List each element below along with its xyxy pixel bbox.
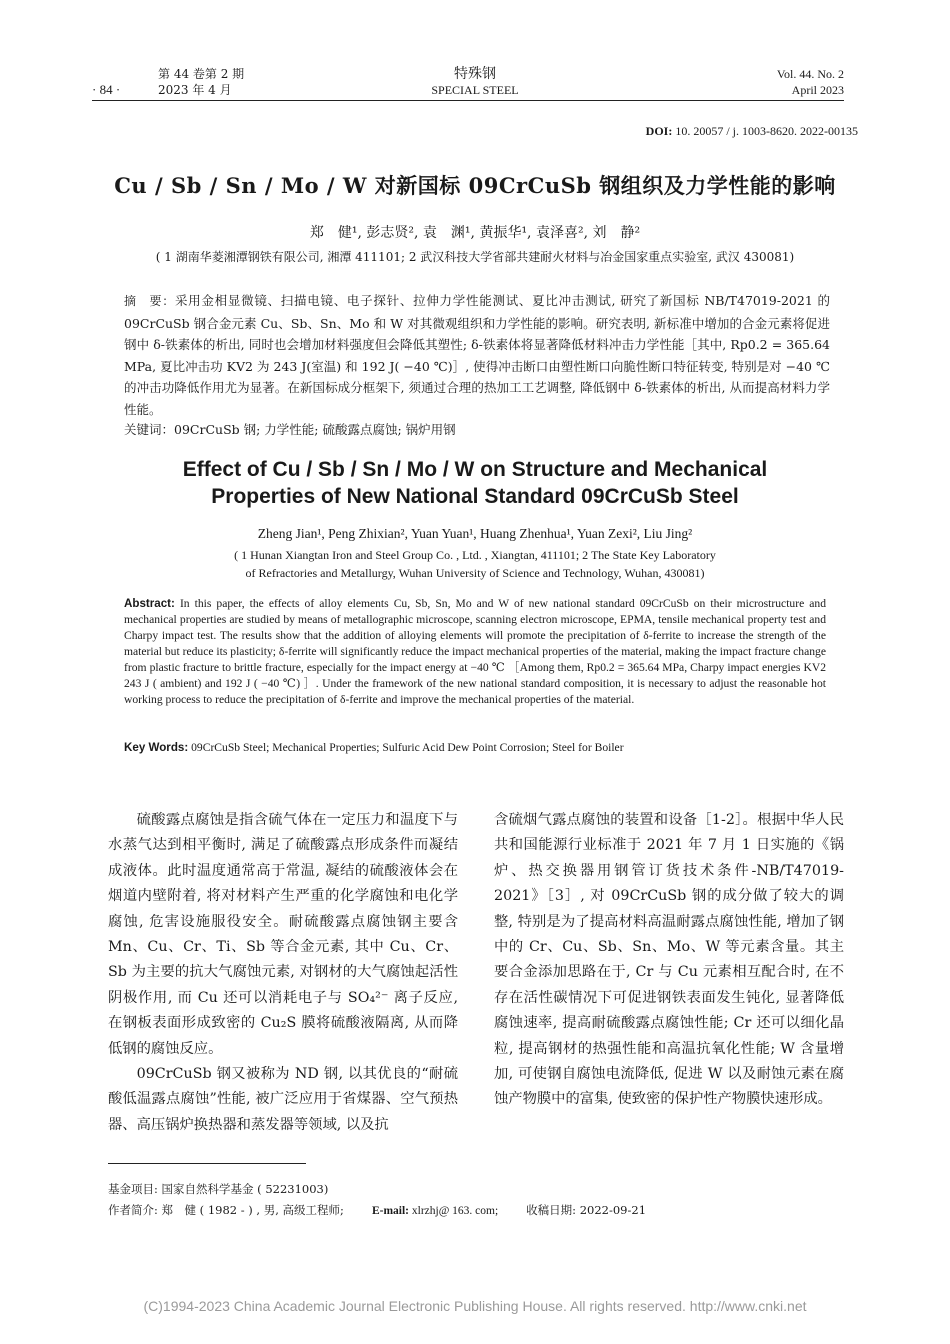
body-paragraph: 09CrCuSb 钢又被称为 ND 钢, 以其优良的“耐硫酸低温露点腐蚀”性能, 被广泛应用于省煤器、空气预热器、高压锅炉换热器和蒸发器等领域, 以及抗: [108, 1066, 458, 1133]
date-en: April 2023: [791, 83, 844, 97]
received-date: 收稿日期: 2022-09-21: [526, 1203, 647, 1217]
authors-en: Zheng Jian¹, Peng Zhixian², Yuan Yuan¹, Huang Zhenhua¹, Yuan Zexi², Liu Jing²: [257, 526, 693, 541]
header-divider: [92, 100, 844, 101]
affiliation-en-line2: of Refractories and Metallurgy, Wuhan University of Science and Technology, Wuhan, 430081): [245, 566, 705, 580]
author-bio: 作者简介: 郑 健 ( 1982 - ) , 男, 高级工程师;: [108, 1203, 344, 1217]
paper-title-en-line2: Properties of New National Standard 09CrCuSb Steel: [211, 485, 739, 508]
abstract-cn: [124, 290, 830, 420]
keywords-cn-text: 09CrCuSb 钢; 力学性能; 硫酸露点腐蚀; 锅炉用钢: [174, 422, 456, 437]
body-column-left: [108, 808, 458, 1138]
doi: [646, 124, 858, 139]
volume-en: Vol. 44. No. 2: [776, 67, 844, 81]
footnote-fund: 基金项目: 国家自然科学基金 ( 52231003): [108, 1182, 329, 1196]
volume-cn: 第 44 卷第 2 期: [158, 67, 245, 81]
email-address: xlrzhj@ 163. com;: [409, 1205, 499, 1217]
date-cn: 2023 年 4 月: [158, 83, 232, 97]
affiliation-en-line1: ( 1 Hunan Xiangtan Iron and Steel Group Co. , Ltd. , Xiangtan, 411101; 2 The State Key Laboratory: [234, 548, 716, 562]
abstract-en-text: In this paper, the effects of alloy elements Cu, Sb, Sn, Mo and W of new national standard 09CrCuSb on their microstructure and mechanical properties are studied by means of metallographic microscope, scanning electron microscope, EPMA, tensile mechanical property test and Charpy impact test. The results show that the addition of alloying elements will promote the precipitation of δ-ferrite to increase the strength of the material but reduce its plasticity; δ-ferrite will significantly reduce the impact mechanical properties of the material, making the impact fracture change from plastic fracture to brittle fracture, especially for the impact energy at −40 ℃ ［Among them, Rp0.2 = 365.64 MPa, Charpy impact energies KV2 243 J ( ambient) and 192 J ( −40 ℃) ］. Under the framework of the new national standard composition, it is necessary to adjust the reasonable hot working process to reduce the precipitation of δ-ferrite and improve the mechanical properties of the material.: [124, 597, 826, 706]
keywords-en: [124, 741, 826, 754]
body-paragraph: 含硫烟气露点腐蚀的装置和设备［1-2］。根据中华人民共和国能源行业标准于 2021 年 7 月 1 日实施的《锅炉、热交换器用钢管订货技术条件-NB/T47019-2021》［3］, 对 09CrCuSb 钢的成分做了较大的调整, 特别是为了提高材料高温耐露点腐蚀性能, 增加了钢中的 Cr、Cu、Sb、Sn、Mo、W 等元素含量。其主要合金添加思路在于, Cr 与 Cu 元素相互配合时, 在不存在活性碳情况下可促进钢铁表面发生钝化, 显著降低腐蚀速率, 提高耐硫酸露点腐蚀性能; Cr 还可以细化晶粒, 提高钢材的热强性能和高温抗氧化性能; W 含量增加, 可使钢自腐蚀电流降低, 促进 W 以及耐蚀元素在腐蚀产物膜中的富集, 使致密的保护性产物膜快速形成。: [494, 812, 844, 1108]
keywords-en-label: Key Words:: [124, 741, 189, 754]
paper-title-cn: Cu / Sb / Sn / Mo / W 对新国标 09CrCuSb 钢组织及力学性能的影响: [114, 173, 836, 198]
keywords-cn-label: 关键词：: [124, 422, 175, 437]
page-number: · 84 ·: [92, 82, 121, 97]
paper-title-en-line1: Effect of Cu / Sb / Sn / Mo / W on Structure and Mechanical: [182, 458, 768, 481]
abstract-cn-text: 采用金相显微镜、扫描电镜、电子探针、拉伸力学性能测试、夏比冲击测试, 研究了新国标 NB/T47019-2021 的 09CrCuSb 钢合金元素 Cu、Sb、Sn、Mo 和 W 对其微观组织和力学性能的影响。研究表明, 新标准中增加的合金元素将促进钢中 δ-铁素体的析出, 同时也会增加材料强度但会降低其塑性; δ-铁素体将显著降低材料冲击力学性能［其中, Rp0.2 = 365.64 MPa, 夏比冲击功 KV2 为 243 J(室温) 和 192 J( −40 ℃)］, 使得冲击断口由塑性断口向脆性断口特征转变, 特别是对 −40 ℃ 的冲击功降低作用尤为显著。在新国标成分框架下, 须通过合理的热加工工艺调整, 降低钢中 δ-铁素体的析出, 从而提高材料力学性能。: [124, 293, 830, 417]
email-label: E-mail:: [371, 1205, 409, 1217]
affiliation-en: [0, 546, 950, 582]
paper-title-en: [0, 456, 950, 510]
body-column-right: [494, 808, 844, 1113]
abstract-en-label: Abstract:: [124, 597, 175, 610]
abstract-cn-label: 摘 要：: [124, 294, 175, 308]
affiliation-cn: ( 1 湖南华菱湘潭钢铁有限公司, 湘潭 411101; 2 武汉科技大学省部共建耐火材料与冶金国家重点实验室, 武汉 430081): [155, 250, 795, 264]
authors-cn: 郑 健¹, 彭志贤², 袁 渊¹, 黄振华¹, 袁泽喜², 刘 静²: [309, 225, 641, 241]
footnote-author: [108, 1202, 808, 1218]
doi-label: DOI:: [645, 124, 673, 138]
keywords-en-text: 09CrCuSb Steel; Mechanical Properties; Sulfuric Acid Dew Point Corrosion; Steel for Boiler: [188, 741, 624, 754]
journal-name-cn: 特殊钢: [454, 66, 496, 82]
journal-name-en: SPECIAL STEEL: [431, 83, 519, 97]
keywords-cn: [124, 420, 830, 438]
header-volume-en: [777, 66, 844, 98]
body-paragraph: 硫酸露点腐蚀是指含硫气体在一定压力和温度下与水蒸气达到相平衡时, 满足了硫酸露点形成条件而凝结成液体。此时温度通常高于常温, 凝结的硫酸液体会在烟道内壁附着, 将对材料产生严重的化学腐蚀和电化学腐蚀, 危害设施服役安全。耐硫酸露点腐蚀钢主要含 Mn、Cu、Cr、Ti、Sb 等合金元素, 其中 Cu、Cr、Sb 为主要的抗大气腐蚀元素, 对钢材的大气腐蚀起活性阴极作用, 而 Cu 还可以消耗电子与 SO₄²⁻ 离子反应, 在钢板表面形成致密的 Cu₂S 膜将硫酸液隔离, 从而降低钢的腐蚀反应。: [108, 812, 458, 1057]
footnote-divider: [108, 1163, 306, 1164]
doi-value: 10. 20057 / j. 1003-8620. 2022-00135: [672, 124, 858, 138]
copyright-watermark: (C)1994-2023 China Academic Journal Electronic Publishing House. All rights reserved. http://www.cnki.net: [143, 1298, 807, 1314]
abstract-en: [124, 596, 826, 708]
